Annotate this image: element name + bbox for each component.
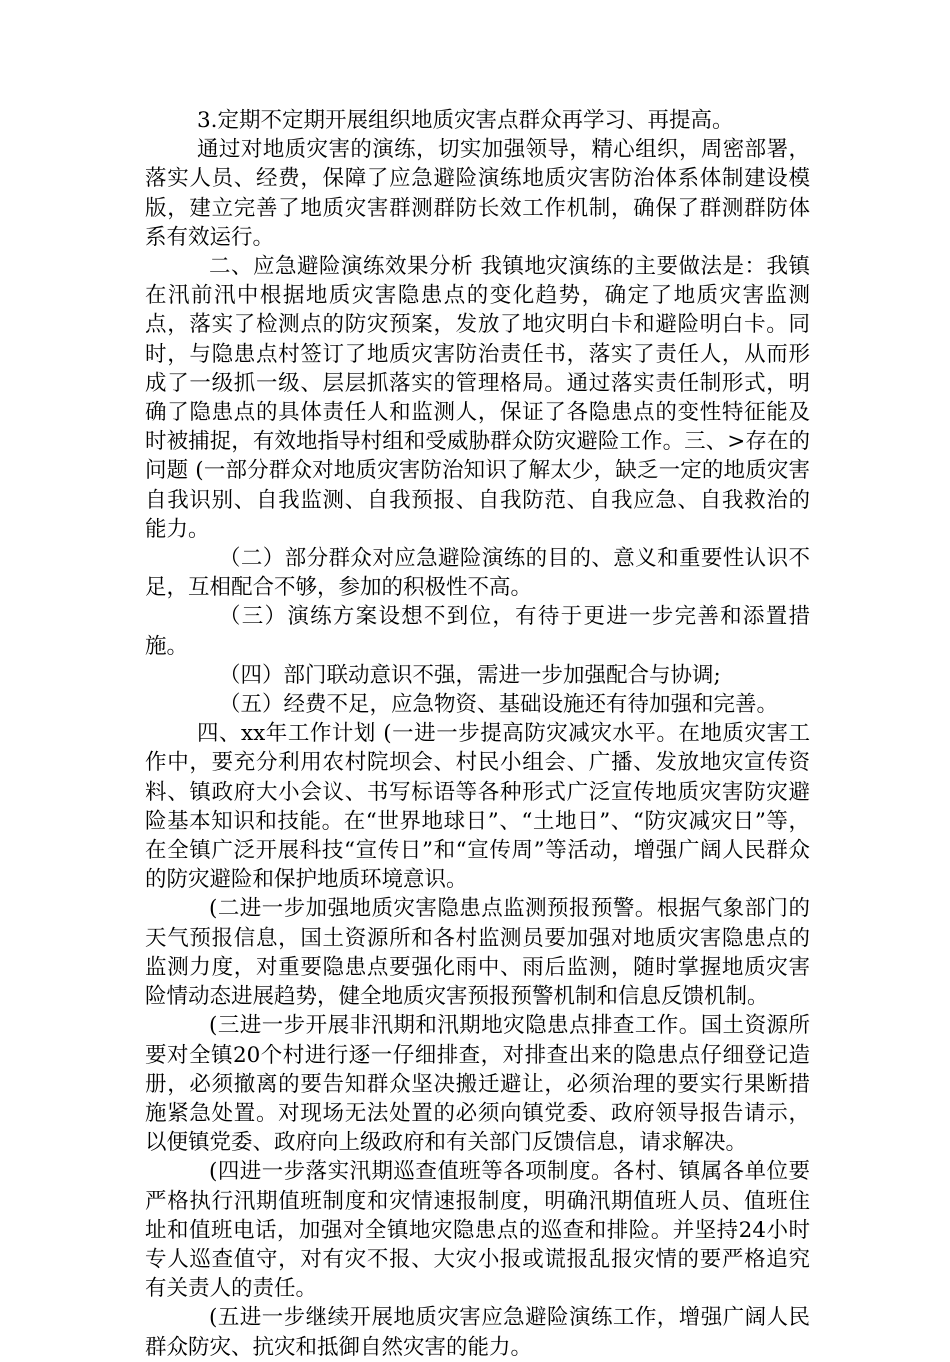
paragraph: 四、xx年工作计划 (一进一步提高防灾减灾水平。在地质灾害工作中，要充分利用农村院坝会、村民小组会、广播、发放地灾宣传资料、镇政府大小会议、书写标语等各种形式广泛宣传地质灾害防灾避险基本知识和技能。在“世界地球日”、“土地日”、“防灾减灾日”等，在全镇广泛开展科技“宣传日”和“宣传周”等活动，增强广阔人民群众的防灾避险和保护地质环境意识。 — [145, 721, 810, 893]
paragraph: (二进一步加强地质灾害隐患点监测预报预警。根据气象部门的天气预报信息，国土资源所和各村监测员要加强对地质灾害隐患点的监测力度，对重要隐患点要强化雨中、雨后监测，随时掌握地质灾害险情动态进展趋势，健全地质灾害预报预警机制和信息反馈机制。 — [145, 896, 810, 1010]
paragraph: （四）部门联动意识不强，需进一步加强配合与协调; — [219, 662, 721, 688]
paragraph: （二）部分群众对应急避险演练的目的、意义和重要性认识不足，互相配合不够，参加的积极性不高。 — [145, 546, 810, 601]
paragraph: (四进一步落实汛期巡查值班等各项制度。各村、镇属各单位要严格执行汛期值班制度和灾情速报制度，明确汛期值班人员、值班住址和值班电话，加强对全镇地灾隐患点的巡查和排险。并坚持24小时专人巡查值守，对有灾不报、大灾小报或谎报乱报灾情的要严格追究有关责人的责任。 — [145, 1159, 810, 1302]
paragraph: （三）演练方案设想不到位，有待于更进一步完善和添置措施。 — [145, 604, 810, 659]
paragraph: 二、应急避险演练效果分析 我镇地灾演练的主要做法是：我镇在汛前汛中根据地质灾害隐患点的变化趋势，确定了地质灾害监测点，落实了检测点的防灾预案，发放了地灾明白卡和避险明白卡。同时，与隐患点村签订了地质灾害防治责任书，落实了责任人，从而形成了一级抓一级、层层抓落实的管理格局。通过落实责任制形式，明确了隐患点的具体责任人和监测人，保证了各隐患点的变性特征能及时被捕捉，有效地指导村组和受威胁群众防灾避险工作。三、>存在的问题 (一部分群众对地质灾害防治知识了解太少，缺乏一定的地质灾害自我识别、自我监测、自我预报、自我防范、自我应急、自我救治的能力。 — [145, 254, 810, 542]
paragraph: （五）经费不足，应急物资、基础设施还有待加强和完善。 — [219, 692, 779, 718]
paragraph: (三进一步开展非汛期和汛期地灾隐患点排查工作。国土资源所要对全镇20个村进行逐一仔细排查，对排查出来的隐患点仔细登记造册，必须撤离的要告知群众坚决搬迁避让，必须治理的要实行果断措施紧急处置。对现场无法处置的必须向镇党委、政府领导报告请示，以便镇党委、政府向上级政府和有关部门反馈信息，请求解决。 — [145, 1013, 810, 1156]
paragraph: 3.定期不定期开展组织地质灾害点群众再学习、再提高。 — [197, 108, 734, 133]
paragraph: (五进一步继续开展地质灾害应急避险演练工作，增强广阔人民群众防灾、抗灾和抵御自然灾害的能力。 — [145, 1305, 810, 1360]
paragraph: 通过对地质灾害的演练，切实加强领导，精心组织，周密部署，落实人员、经费，保障了应急避险演练地质灾害防治体系体制建设模版，建立完善了地质灾害群测群防长效工作机制，确保了群测群防体系有效运行。 — [145, 137, 810, 250]
